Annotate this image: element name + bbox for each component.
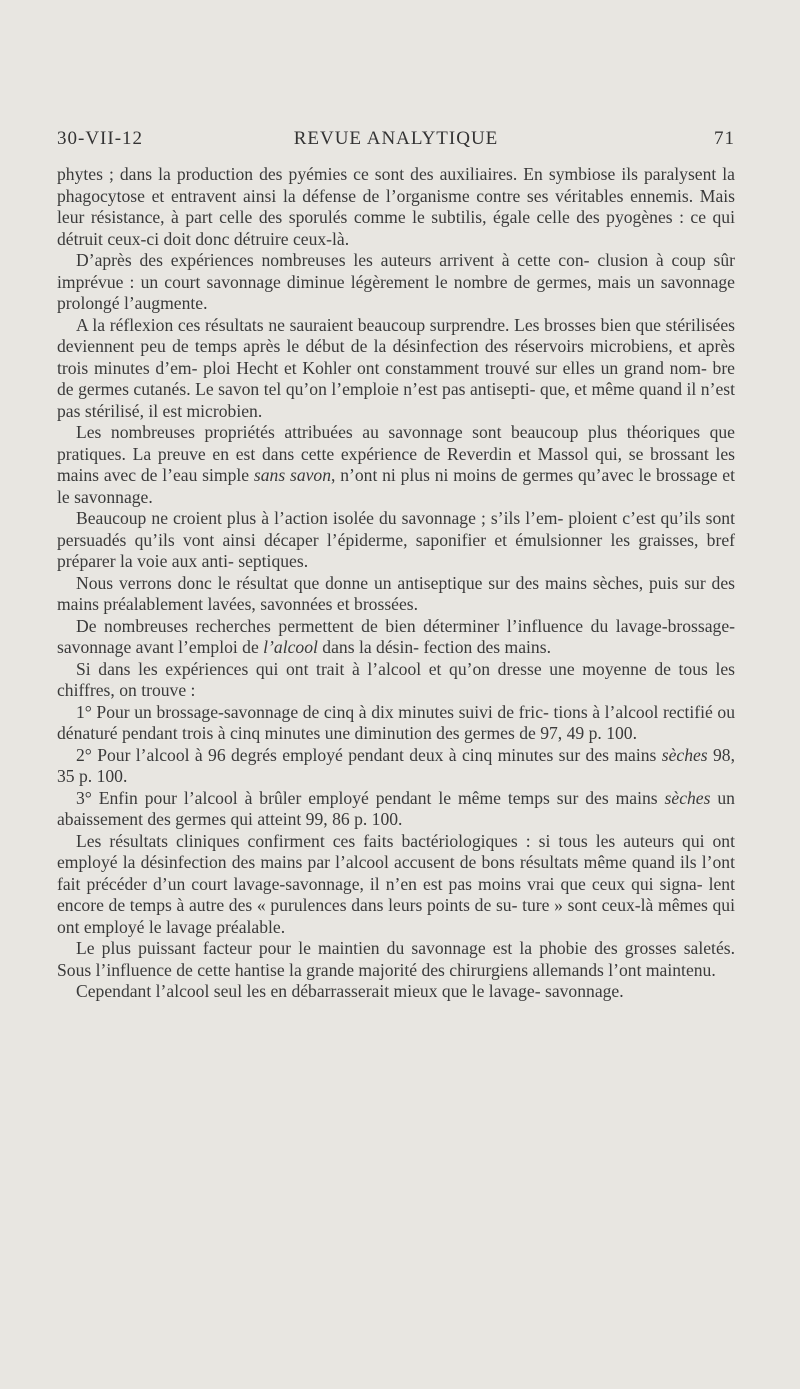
paragraph-text: Les nombreuses propriétés attribuées au savonnage sont beaucoup plus théoriques que pratiques. La preuve en est dans cette expérience de Reverdin et Massol qui, se brossant les mains avec de l’eau simple xyxy=(57,422,735,485)
italic-text: sèches xyxy=(664,787,711,808)
paragraph-text: 2° Pour l’alcool à 96 degrés employé pendant deux à cinq minutes sur des mains xyxy=(76,744,662,765)
paragraph-text: De nombreuses recherches permettent de bien déterminer l’influence du lavage-brossage-savonnage avant l’emploi de xyxy=(57,615,735,657)
italic-text: l’alcool xyxy=(263,637,318,657)
paragraph xyxy=(57,616,735,659)
paragraph: Beaucoup ne croient plus à l’action isolée du savonnage ; s’ils l’em- ploient c’est qu’ils sont persuadés qu’ils vont ainsi décaper l’épiderme, saponifier et émulsionner les graisses, bref préparer la voie aux anti- septiques. xyxy=(57,508,735,571)
list-item xyxy=(57,788,735,831)
paragraph: Les résultats cliniques confirment ces faits bactériologiques : si tous les auteurs qui ont employé la désinfection des mains par l’alcool accusent de bons résultats même quand ils l’ont fait précéder d’un court lavage-savonnage, il n’en est pas moins vrai que ceux qui signa- lent encore de temps à autre des « purulences dans leurs points de su- ture » sont ceux-là mêmes qui ont employé le lavage préalable. xyxy=(57,830,735,937)
list-item xyxy=(57,745,735,788)
header-date: 30-VII-12 xyxy=(57,128,144,149)
italic-text: sans savon xyxy=(253,465,332,485)
running-header xyxy=(57,128,735,154)
paragraph: Nous verrons donc le résultat que donne un antiseptique sur des mains sèches, puis sur des mains préalablement lavées, savonnées et brossées. xyxy=(57,572,735,614)
italic-text: sèches xyxy=(661,744,708,765)
list-item: 1° Pour un brossage-savonnage de cinq à dix minutes suivi de fric- tions à l’alcool rectifié ou dénaturé pendant trois à cinq minutes une diminution des germes de 97, 49 p. 100. xyxy=(57,701,735,743)
page-number: 71 xyxy=(714,128,735,149)
article-body xyxy=(57,164,735,1003)
paragraph: Si dans les expériences qui ont trait à l’alcool et qu’on dresse une moyenne de tous les chiffres, on trouve : xyxy=(57,658,735,700)
paragraph: phytes ; dans la production des pyémies ce sont des auxiliaires. En symbiose ils paralysent la phagocytose et entravent ainsi la défense de l’organisme contre ses véritables ennemis. Mais leur résistance, à part celle des sporulés comme le subtilis, égale celle des pyogènes : ce qui détruit ceux-ci doit donc détruire ceux-là. xyxy=(57,164,735,249)
paragraph-text: dans la désin- fection des mains. xyxy=(317,637,551,657)
paragraph: D’après des expériences nombreuses les auteurs arrivent à cette con- clusion à coup sûr imprévue : un court savonnage diminue légèrement le nombre de germes, mais un savonnage prolongé l’augmente. xyxy=(57,250,735,313)
paragraph xyxy=(57,422,735,508)
paragraph: Le plus puissant facteur pour le maintien du savonnage est la phobie des grosses saletés. Sous l’influence de cette hantise la grande majorité des chirurgiens allemands l’ont maintenu. xyxy=(57,938,735,980)
paragraph: Cependant l’alcool seul les en débarrasserait mieux que le lavage- savonnage. xyxy=(76,981,624,1001)
header-title: REVUE ANALYTIQUE xyxy=(293,128,499,149)
paragraph-text: 3° Enfin pour l’alcool à brûler employé pendant le même temps sur des mains xyxy=(76,787,665,808)
paragraph-text: , n’ont ni plus ni moins de germes qu’avec le brossage et le savonnage. xyxy=(57,465,735,507)
paragraph-text: un abaissement des germes qui atteint 99, 86 p. 100. xyxy=(57,787,735,829)
paragraph: A la réflexion ces résultats ne sauraient beaucoup surprendre. Les brosses bien que stérilisées deviennent peu de temps après le début de la désinfection des réservoirs microbiens, et après trois minutes d’em- ploi Hecht et Kohler ont constamment trouvé sur elles un grand nom- bre de germes cutanés. Le savon tel qu’on l’emploie n’est pas antisepti- que, et même quand il n’est pas stérilisé, il est microbien. xyxy=(57,314,735,421)
paragraph-text: 98, 35 p. 100. xyxy=(57,744,736,786)
